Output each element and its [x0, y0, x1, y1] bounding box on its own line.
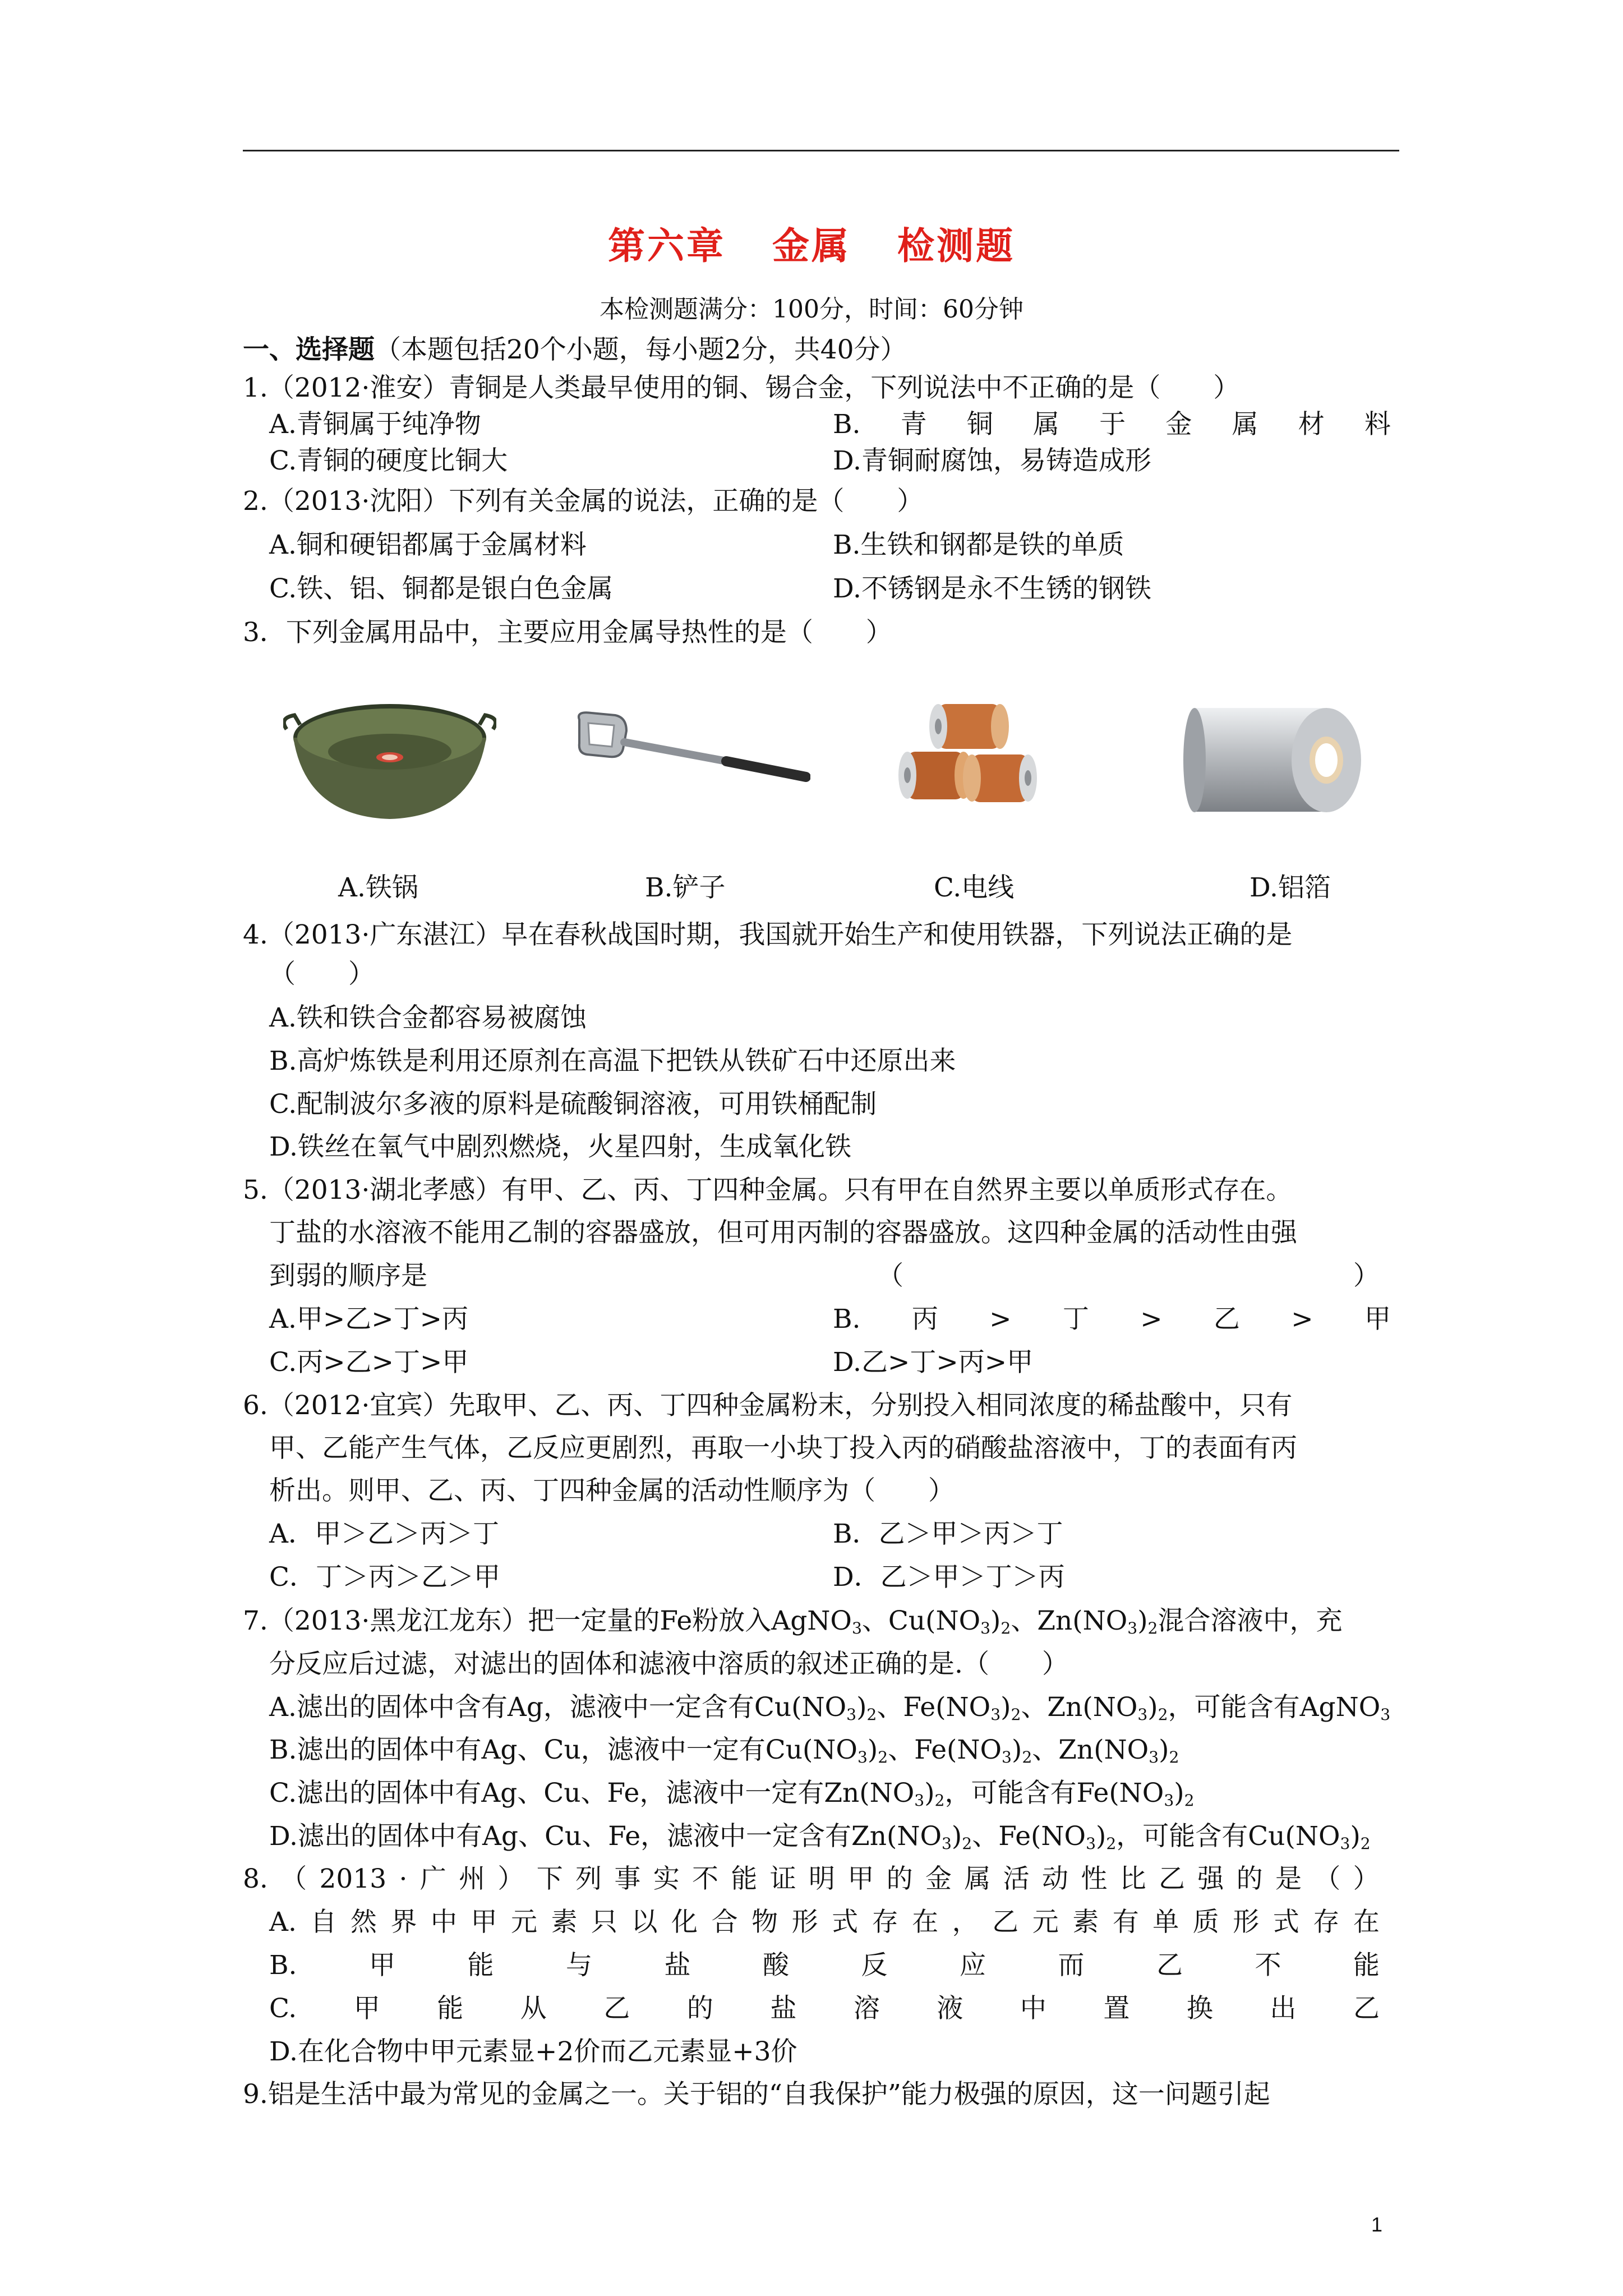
- justified-char: ，: [952, 1907, 979, 1938]
- q6-option-d: D．乙＞甲＞丁＞丙: [833, 1562, 1065, 1593]
- justified-char: （: [1314, 1864, 1341, 1894]
- q6-option-a: A．甲＞乙＞丙＞丁: [269, 1519, 499, 1549]
- q8-option-a: [269, 1904, 1380, 1940]
- justified-char: 金: [925, 1864, 952, 1894]
- q6-option-b: B．乙＞甲＞丙＞丁: [833, 1519, 1063, 1549]
- justified-char: 乙: [992, 1907, 1019, 1938]
- aluminum-foil-roll-icon: [1183, 701, 1368, 819]
- q8-option-d: D.在化合物中甲元素显+2价而乙元素显+3价: [269, 2036, 797, 2067]
- q4-option-a: A.铁和铁合金都容易被腐蚀: [269, 1002, 587, 1033]
- justified-char: 2013: [319, 1864, 387, 1894]
- justified-char: 动: [1041, 1864, 1068, 1894]
- q8-option-b: [269, 1948, 1380, 1984]
- justified-char: 在: [1353, 1907, 1380, 1938]
- q2-option-c: C.铁、铝、铜都是银白色金属: [269, 573, 614, 604]
- section-heading-bold: 一、选择题: [243, 334, 375, 365]
- q2-option-a: A.铜和硬铝都属于金属材料: [269, 530, 587, 560]
- justified-char: 元: [1032, 1907, 1059, 1938]
- question-5-stem-line2: 丁盐的水溶液不能用乙制的容器盛放，但可用丙制的容器盛放。这四种金属的活动性由强: [269, 1217, 1297, 1248]
- justified-char: 有: [1112, 1907, 1139, 1938]
- page-number: 1: [1371, 2213, 1383, 2236]
- title-chapter: 第六章: [608, 224, 726, 268]
- q4-option-d: D.铁丝在氧气中剧烈燃烧，火星四射，生成氧化铁: [269, 1131, 851, 1162]
- justified-char: ·: [399, 1864, 408, 1894]
- justified-char: 然: [350, 1907, 377, 1938]
- justified-char: 盐: [664, 1950, 691, 1981]
- justified-char: 的: [1236, 1864, 1263, 1894]
- question-7-stem-line1: 7.（2013·黑龙江龙东）把一定量的Fe粉放入AgNO$_3$、$Cu(NO_3)_2$、$Zn(NO_3)_2$混合溶液中，充: [243, 1605, 1343, 1638]
- justified-char: 下: [536, 1864, 563, 1894]
- justified-char: B.: [269, 1950, 297, 1981]
- justified-char: 物: [751, 1907, 778, 1938]
- justified-char: 反: [861, 1950, 888, 1981]
- justified-char: （: [280, 1864, 307, 1894]
- q4-option-c: C.配制波尔多液的原料是硫酸铜溶液，可用铁桶配制: [269, 1089, 877, 1120]
- justified-char: 合: [711, 1907, 738, 1938]
- q7-option-c: C.滤出的固体中有Ag、Cu、Fe，滤液中一定有$Zn(NO_3)_2$，可能含有$Fe(NO_3)_2$: [269, 1778, 1195, 1810]
- q7-option-b: B.滤出的固体中有Ag、Cu，滤液中一定有$Cu(NO_3)_2$、$Fe(NO_3)_2$、$Zn(NO_3)_2$: [269, 1734, 1179, 1767]
- justified-char: C.: [269, 1993, 297, 2024]
- question-5-stem-line3: 到 弱 的 顺 序 是 （ ）: [269, 1260, 1380, 1291]
- question-1-stem: 1.（2012·淮安）青铜是人类最早使用的铜、锡合金，下列说法中不正确的是（ ）: [243, 372, 1240, 403]
- justified-char: 广: [419, 1864, 446, 1894]
- justified-char: 只: [591, 1907, 618, 1938]
- q2-option-b: B.生铁和钢都是铁的单质: [833, 530, 1124, 560]
- q4-option-b: B.高炉炼铁是利用还原剂在高温下把铁从铁矿石中还原出来: [269, 1046, 956, 1076]
- spatula-icon: [575, 710, 810, 783]
- justified-char: 应: [959, 1950, 986, 1981]
- justified-char: 溶: [853, 1993, 880, 2024]
- justified-char: 与: [565, 1950, 592, 1981]
- justified-char: 形: [791, 1907, 818, 1938]
- justified-char: 换: [1186, 1993, 1213, 2024]
- justified-char: 证: [769, 1864, 796, 1894]
- q5-option-c: C.丙>乙>丁>甲: [269, 1347, 469, 1378]
- section-heading-detail: （本题包括20个小题，每小题2分，共40分）: [375, 334, 907, 365]
- justified-char: 质: [1192, 1907, 1219, 1938]
- q2-option-d: D.不锈钢是永不生锈的钢铁: [833, 573, 1151, 604]
- justified-char: 以: [631, 1907, 658, 1938]
- q4-paren: （ ）: [269, 959, 375, 990]
- justified-char: 自: [310, 1907, 337, 1938]
- question-8-stem: [243, 1861, 1380, 1897]
- q3-caption-d: D.铝箔: [1249, 872, 1331, 903]
- justified-char: 能: [437, 1993, 464, 2024]
- q5-option-d: D.乙>丁>丙>甲: [833, 1347, 1034, 1378]
- justified-char: 从: [520, 1993, 547, 2024]
- justified-char: 乙: [603, 1993, 630, 2024]
- justified-char: 元: [510, 1907, 537, 1938]
- justified-char: 酸: [762, 1950, 789, 1981]
- justified-char: ）: [497, 1864, 524, 1894]
- justified-char: 能: [731, 1864, 758, 1894]
- question-7-stem-line2: 分反应后过滤，对滤出的固体和滤液中溶质的叙述正确的是.（ ）: [269, 1649, 1068, 1680]
- question-9-stem: 9.铝是生活中最为常见的金属之一。关于铝的“自我保护”能力极强的原因，这一问题引起: [243, 2079, 1270, 2110]
- justified-char: ）: [1353, 1864, 1380, 1894]
- justified-char: 事: [614, 1864, 641, 1894]
- justified-char: 乙: [1353, 1993, 1380, 2024]
- page-title: [0, 216, 1623, 269]
- justified-char: 的: [886, 1864, 913, 1894]
- justified-char: 单: [1152, 1907, 1179, 1938]
- question-4-stem: 4.（2013·广东湛江）早在春秋战国时期，我国就开始生产和使用铁器，下列说法正确的是: [243, 919, 1293, 950]
- q8-option-c: [269, 1991, 1380, 2027]
- wok-icon: [283, 690, 496, 825]
- justified-char: 存: [1313, 1907, 1340, 1938]
- question-2-stem: 2.（2013·沈阳）下列有关金属的说法，正确的是（ ）: [243, 486, 924, 517]
- justified-char: 列: [575, 1864, 602, 1894]
- justified-char: 素: [551, 1907, 578, 1938]
- q1-option-c: C.青铜的硬度比铜大: [269, 445, 508, 476]
- justified-char: 的: [686, 1993, 713, 2024]
- justified-char: 州: [459, 1864, 486, 1894]
- justified-char: 能: [467, 1950, 494, 1981]
- justified-char: 界: [390, 1907, 417, 1938]
- q5-option-a: A.甲>乙>丁>丙: [269, 1304, 469, 1335]
- justified-char: 属: [964, 1864, 991, 1894]
- justified-char: 置: [1103, 1993, 1130, 2024]
- justified-char: 不: [1255, 1950, 1281, 1981]
- justified-char: 是: [1275, 1864, 1302, 1894]
- justified-char: 盐: [770, 1993, 797, 2024]
- q1-option-b: B. 青 铜 属 于 金 属 材 料: [833, 409, 1391, 440]
- justified-char: 能: [1353, 1950, 1380, 1981]
- justified-char: 比: [1119, 1864, 1146, 1894]
- q3-caption-a: A.铁锅: [338, 872, 418, 903]
- justified-char: 实: [653, 1864, 680, 1894]
- justified-char: 乙: [1156, 1950, 1183, 1981]
- question-6-stem-line2: 甲、乙能产生气体，乙反应更剧烈，再取一小块丁投入丙的硝酸盐溶液中，丁的表面有丙: [269, 1433, 1297, 1464]
- q1-option-d: D.青铜耐腐蚀，易铸造成形: [833, 445, 1151, 476]
- justified-char: 甲: [471, 1907, 497, 1938]
- justified-char: 液: [937, 1993, 963, 2024]
- justified-char: 甲: [847, 1864, 874, 1894]
- section-heading: [243, 332, 907, 368]
- question-6-stem-line1: 6.（2012·宜宾）先取甲、乙、丙、丁四种金属粉末，分别投入相同浓度的稀盐酸中，只有: [243, 1390, 1293, 1421]
- question-5-stem-line1: 5.（2013·湖北孝感）有甲、乙、丙、丁四种金属。只有甲在自然界主要以单质形式存在。: [243, 1175, 1293, 1205]
- q1-option-a: A.青铜属于纯净物: [269, 409, 481, 440]
- justified-char: 中: [1020, 1993, 1046, 2024]
- copper-wire-spools-icon: [896, 698, 1042, 825]
- justified-char: 不: [692, 1864, 719, 1894]
- justified-char: 性: [1081, 1864, 1108, 1894]
- justified-char: 出: [1270, 1993, 1297, 2024]
- justified-char: 化: [671, 1907, 698, 1938]
- question-3-stem: 3．下列金属用品中，主要应用金属导热性的是（ ）: [243, 617, 892, 648]
- q5-option-b: B. 丙 > 丁 > 乙 > 甲: [833, 1304, 1391, 1335]
- justified-char: 存: [872, 1907, 898, 1938]
- justified-char: A.: [269, 1907, 297, 1938]
- justified-char: 素: [1072, 1907, 1099, 1938]
- justified-char: 中: [430, 1907, 457, 1938]
- justified-char: 甲: [353, 1993, 380, 2024]
- justified-char: 乙: [1158, 1864, 1185, 1894]
- justified-char: 活: [1003, 1864, 1030, 1894]
- justified-char: 8.: [243, 1864, 268, 1894]
- justified-char: 形: [1233, 1907, 1260, 1938]
- justified-char: 明: [809, 1864, 836, 1894]
- q3-caption-c: C.电线: [934, 872, 1015, 903]
- q6-option-c: C．丁＞丙＞乙＞甲: [269, 1562, 500, 1593]
- title-test: 检测题: [897, 224, 1015, 268]
- justified-char: 式: [832, 1907, 859, 1938]
- header-rule: [243, 150, 1399, 151]
- q3-caption-b: B.铲子: [645, 872, 726, 903]
- justified-char: 在: [912, 1907, 939, 1938]
- justified-char: 强: [1197, 1864, 1224, 1894]
- q7-option-d: D.滤出的固体中有Ag、Cu、Fe，滤液中一定含有$Zn(NO_3)_2$、$Fe(NO_3)_2$，可能含有$Cu(NO_3)_2$: [269, 1821, 1371, 1853]
- justified-char: 甲: [368, 1950, 395, 1981]
- question-6-stem-line3: 析出。则甲、乙、丙、丁四种金属的活动性顺序为（ ）: [269, 1475, 955, 1506]
- exam-info: 本检测题满分：100分，时间：60分钟: [600, 295, 1023, 324]
- justified-char: 式: [1272, 1907, 1299, 1938]
- q3-figure-row: [0, 679, 1623, 836]
- q7-option-a: A.滤出的固体中含有Ag，滤液中一定含有$Cu(NO_3)_2$、$Fe(NO_3)_2$、$Zn(NO_3)_2$，可能含有AgNO$_3$: [269, 1692, 1391, 1724]
- justified-char: 而: [1058, 1950, 1085, 1981]
- title-subject: 金属: [772, 224, 851, 268]
